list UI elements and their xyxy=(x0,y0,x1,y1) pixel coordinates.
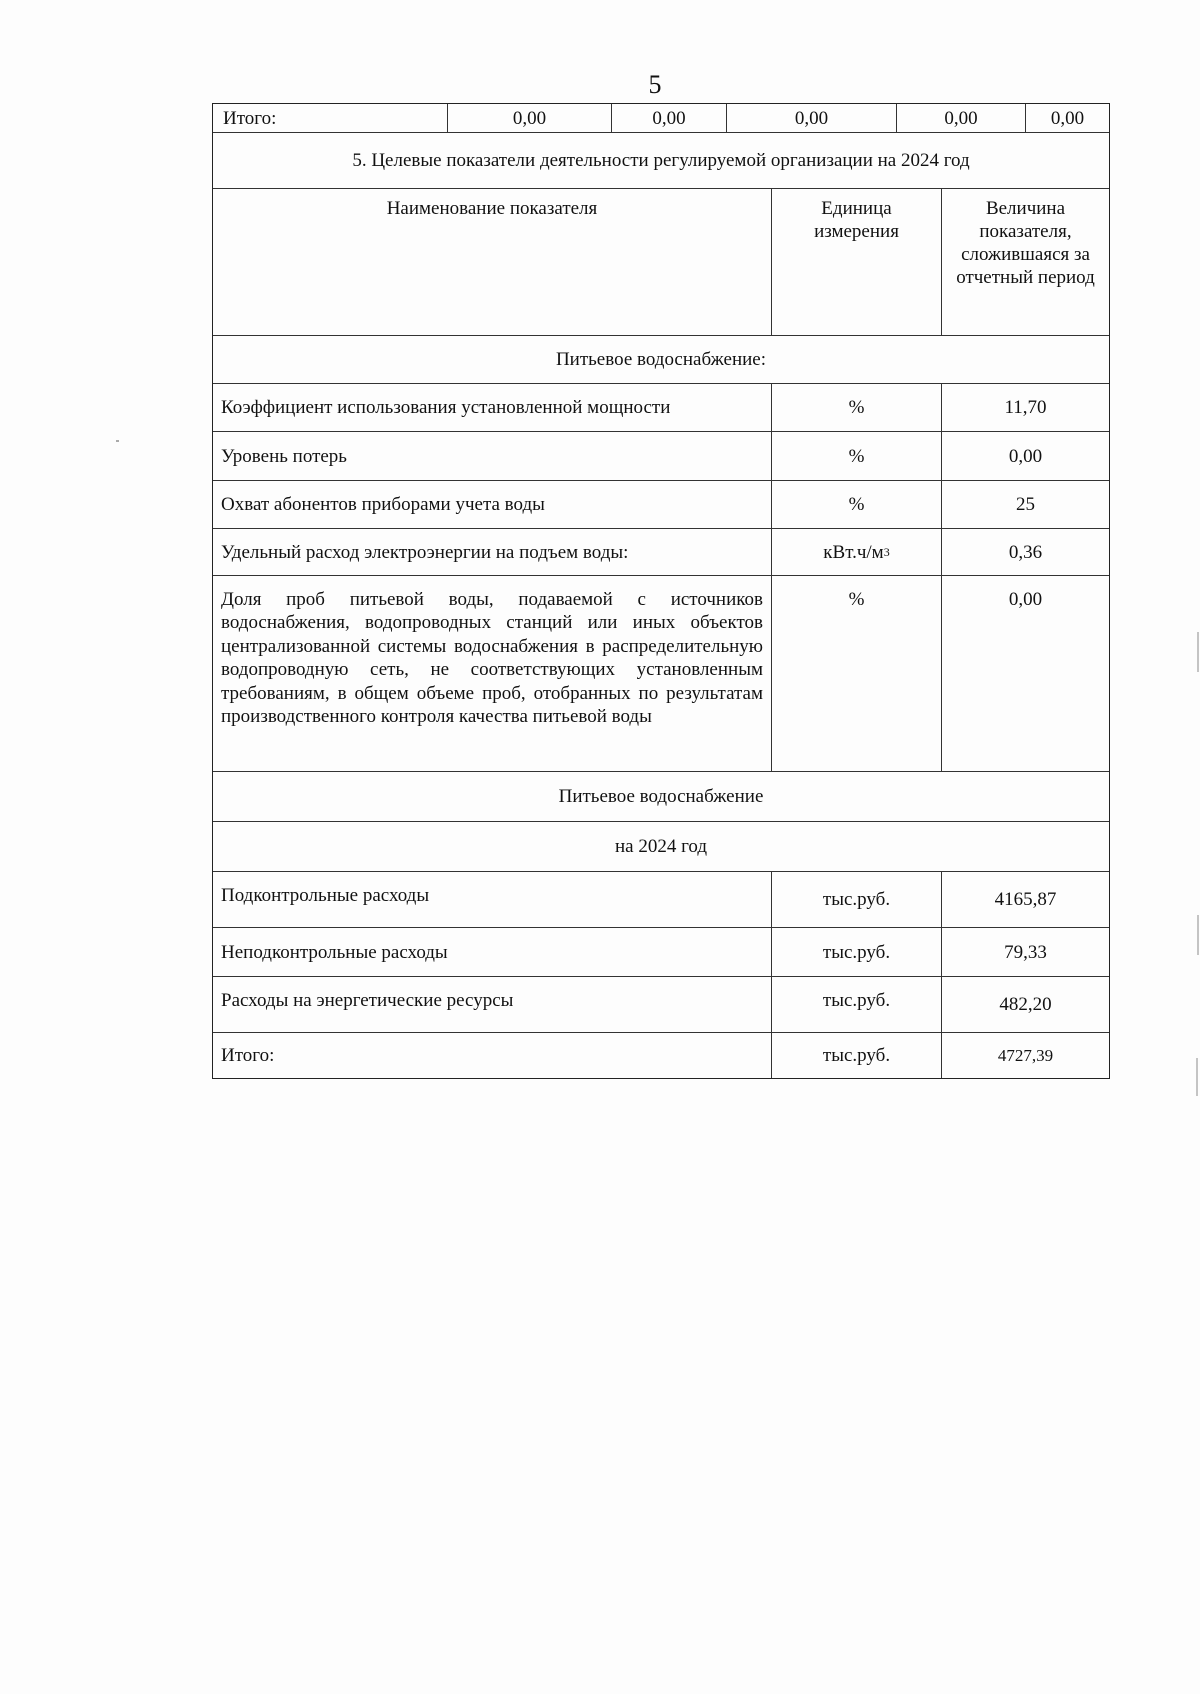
expense-name: Расходы на энергетические ресурсы xyxy=(221,990,514,1011)
page-number: 5 xyxy=(648,70,662,99)
top-totals-row xyxy=(213,104,1109,132)
header-row xyxy=(213,188,1109,335)
indicator-value: 0,36 xyxy=(941,529,1109,575)
expense-total-row xyxy=(213,1032,1109,1078)
expense-unit: тыс.руб. xyxy=(771,872,941,927)
indicator-value: 0,00 xyxy=(941,576,1109,771)
indicator-name xyxy=(213,576,771,771)
indicator-row xyxy=(213,383,1109,431)
indicator-name: Удельный расход электроэнергии на подъем воды: xyxy=(221,541,629,563)
totals-value: 0,00 xyxy=(896,104,1025,132)
subsection-row xyxy=(213,335,1109,383)
indicator-row xyxy=(213,431,1109,480)
expense-value: 4165,87 xyxy=(941,872,1109,927)
totals-value: 0,00 xyxy=(726,104,896,132)
expense-row xyxy=(213,927,1109,976)
totals-label: Итого: xyxy=(223,107,277,129)
expense-total-value: 4727,39 xyxy=(941,1033,1109,1078)
indicator-name: Коэффициент использования установленной мощности xyxy=(221,397,671,418)
expense-unit: тыс.руб. xyxy=(771,977,941,1032)
indicator-value: 11,70 xyxy=(941,384,1109,431)
section-title: 5. Целевые показатели деятельности регулируемой организации на 2024 год xyxy=(352,150,970,171)
indicator-unit: % xyxy=(771,432,941,480)
expense-name: Неподконтрольные расходы xyxy=(221,941,448,963)
unit-text: кВт.ч/м xyxy=(823,541,884,563)
totals-value: 0,00 xyxy=(1025,104,1109,132)
subsection-row xyxy=(213,771,1109,821)
header-unit-text: Единица измерения xyxy=(814,198,899,242)
expense-value: 482,20 xyxy=(941,977,1109,1032)
subsection-drinking-water-2: Питьевое водоснабжение xyxy=(558,786,764,807)
expense-total-label: Итого: xyxy=(221,1045,275,1066)
indicator-name-last-line: производственного контроля качества питьевой воды xyxy=(221,706,652,728)
header-unit xyxy=(771,189,941,335)
indicator-unit: % xyxy=(771,576,941,771)
indicator-row xyxy=(213,528,1109,575)
scan-edge-mark xyxy=(1196,1058,1198,1096)
indicator-name: Охват абонентов приборами учета воды xyxy=(221,494,545,515)
section-title-row xyxy=(213,132,1109,188)
scan-edge-mark xyxy=(1197,632,1199,672)
scan-speck xyxy=(116,440,119,442)
expense-row xyxy=(213,976,1109,1032)
scan-edge-mark xyxy=(1197,915,1199,955)
expense-total-unit: тыс.руб. xyxy=(771,1033,941,1078)
indicator-unit: кВт.ч/м 3 xyxy=(771,529,941,575)
indicators-table xyxy=(212,103,1110,1079)
header-value xyxy=(941,189,1109,335)
indicator-name-text: Доля проб питьевой воды, подаваемой с источников водоснабжения, водопроводных станций или иных объектов централизованной системы водоснабжения в распределительную водопроводную сеть, не соответствующих установленным требованиям, в общем объеме проб, отобранных по результатам xyxy=(221,589,763,704)
expense-unit: тыс.руб. xyxy=(771,928,941,976)
indicator-value: 25 xyxy=(941,481,1109,528)
indicator-value: 0,00 xyxy=(941,432,1109,480)
expense-row xyxy=(213,871,1109,927)
subsection-row xyxy=(213,821,1109,871)
indicator-name: Уровень потерь xyxy=(221,445,347,467)
indicator-row xyxy=(213,575,1109,771)
header-value-text: Величина показателя, сложившаяся за отчетный период xyxy=(956,198,1095,288)
header-name: Наименование показателя xyxy=(386,198,598,219)
subsection-drinking-water: Питьевое водоснабжение: xyxy=(555,349,767,370)
indicator-row xyxy=(213,480,1109,528)
totals-value: 0,00 xyxy=(611,104,726,132)
indicator-unit: % xyxy=(771,481,941,528)
subsection-year: на 2024 год xyxy=(614,836,708,857)
expense-name: Подконтрольные расходы xyxy=(221,885,430,906)
indicator-unit: % xyxy=(771,384,941,431)
expense-value: 79,33 xyxy=(941,928,1109,976)
totals-value: 0,00 xyxy=(447,104,611,132)
